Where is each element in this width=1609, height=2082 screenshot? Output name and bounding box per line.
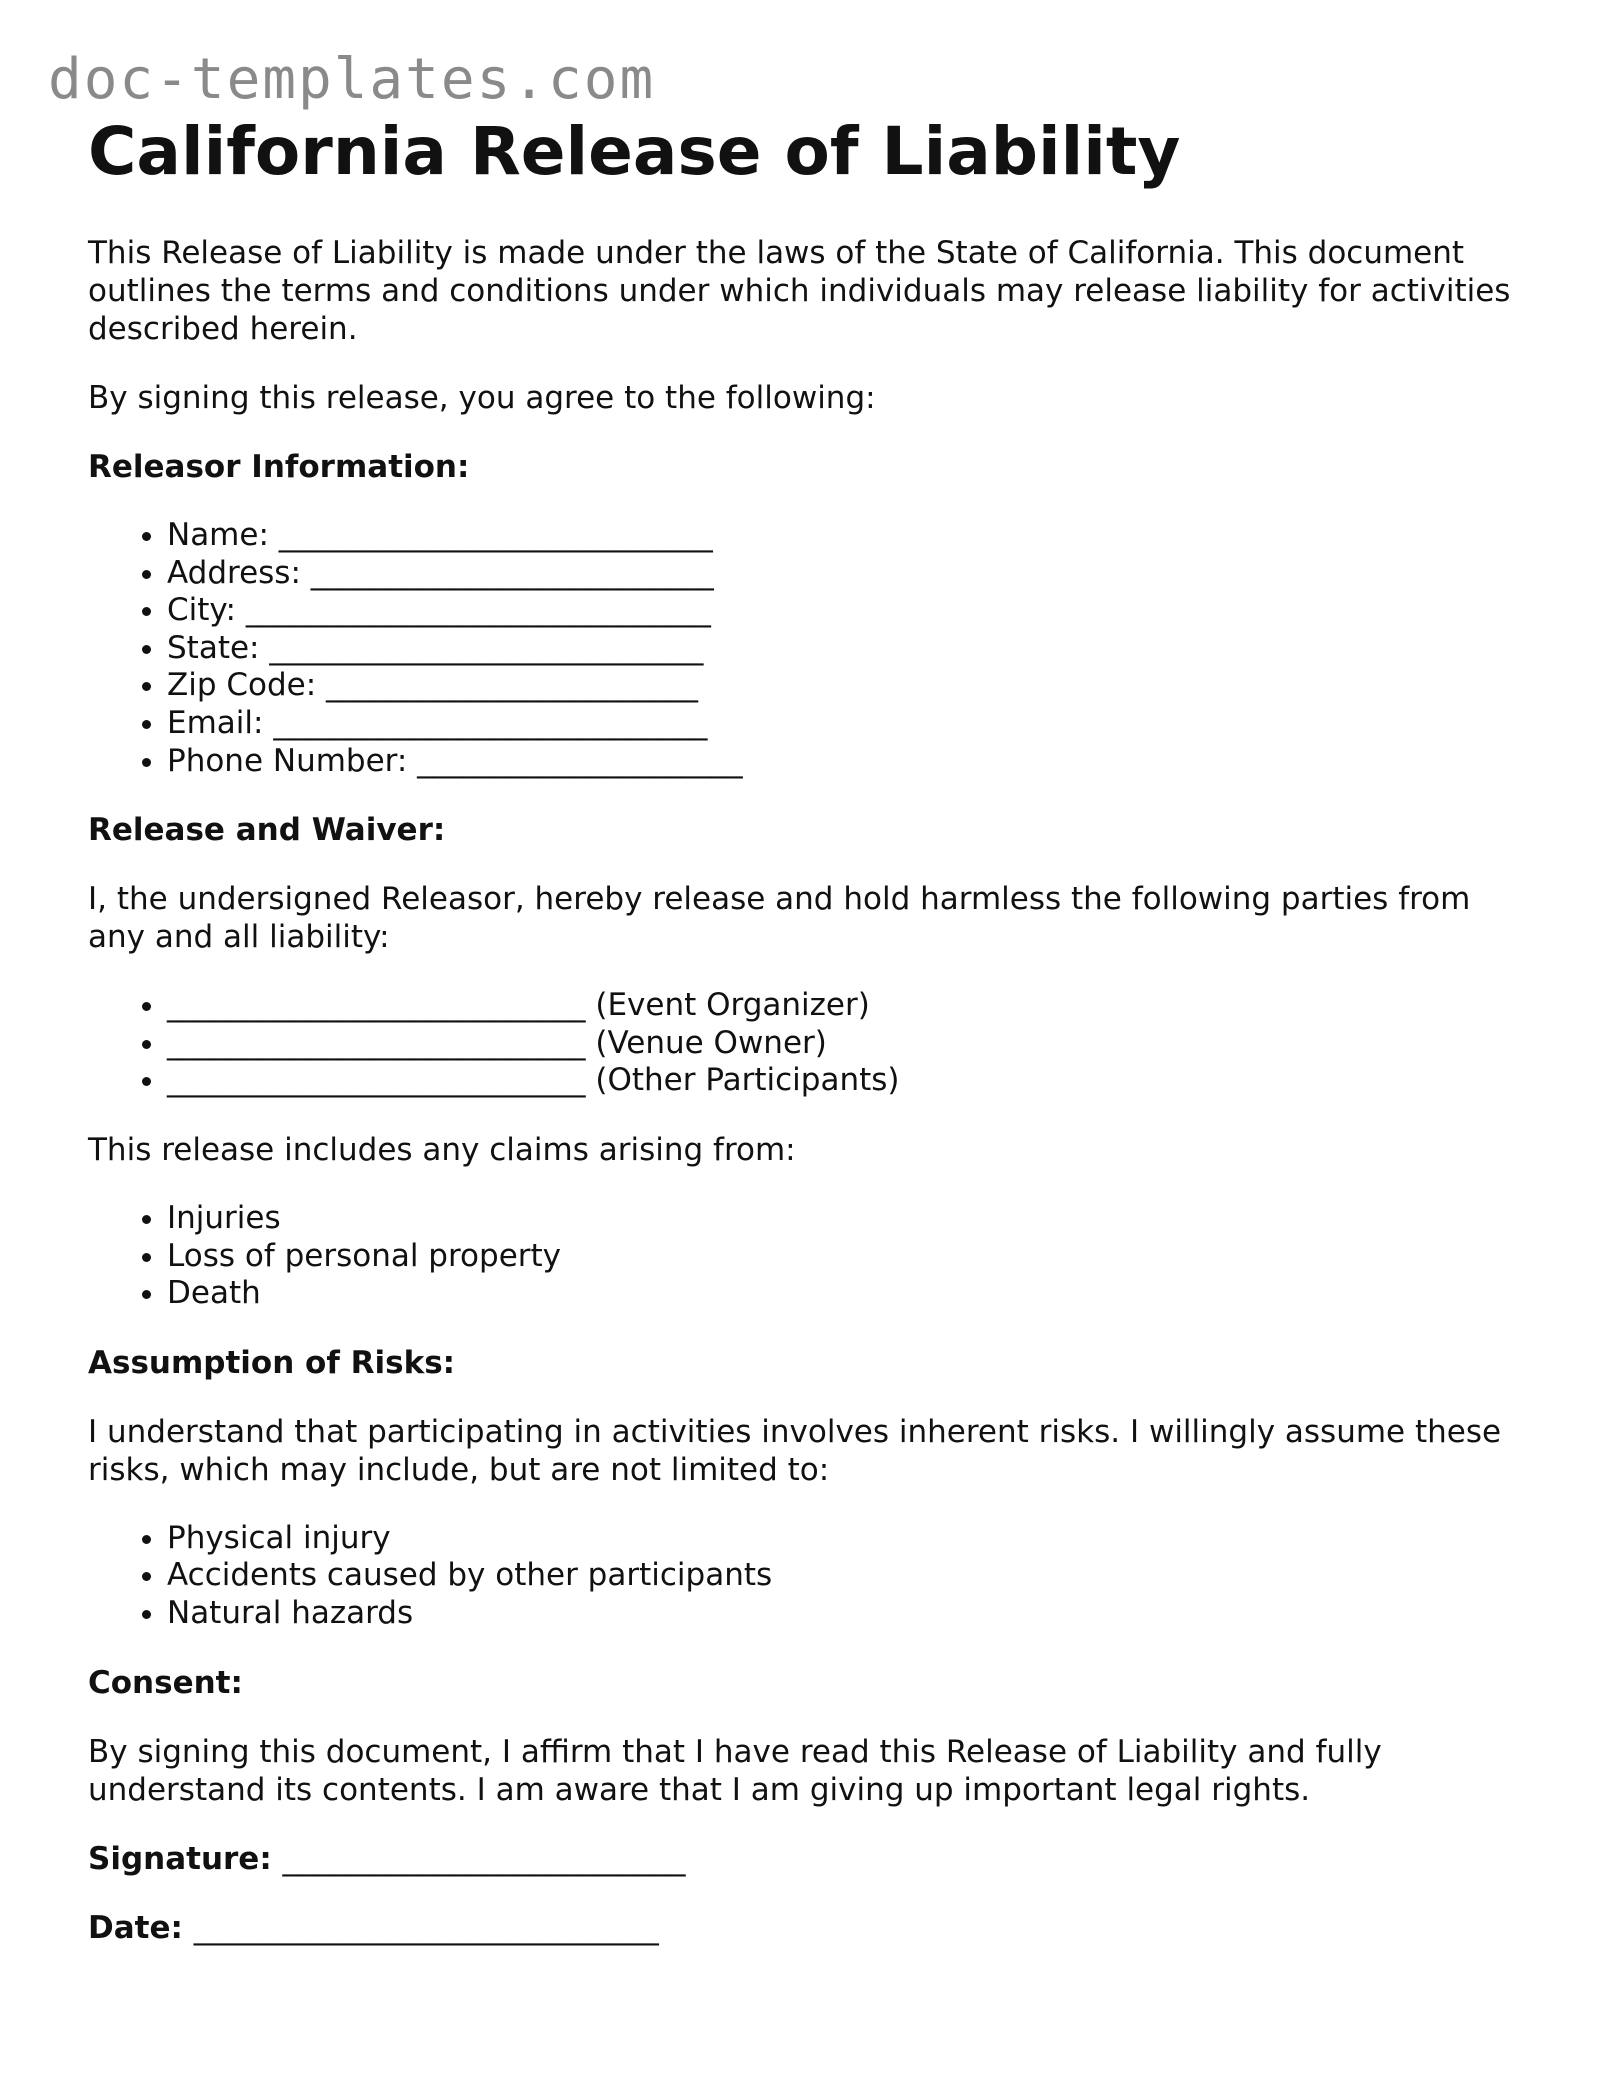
field-label: Zip Code: [167, 667, 317, 704]
party-role: (Other Participants) [595, 1062, 900, 1099]
date-label: Date: [88, 1909, 183, 1946]
date-blank[interactable]: ______________________________ [193, 1909, 659, 1946]
venue-owner-blank[interactable]: ___________________________ [167, 1024, 586, 1061]
list-item-other-participants [167, 1062, 1528, 1100]
address-blank[interactable]: __________________________ [310, 554, 714, 591]
field-label: Address: [167, 554, 301, 591]
event-organizer-blank[interactable]: ___________________________ [167, 987, 586, 1024]
risks-list [88, 1520, 1528, 1633]
parties-list [88, 987, 1528, 1100]
claims-list [88, 1200, 1528, 1313]
signature-line [88, 1840, 1528, 1878]
list-item-event-organizer [167, 987, 1528, 1025]
phone-blank[interactable]: _____________________ [417, 742, 743, 779]
list-item-phone [167, 743, 1528, 781]
agree-paragraph: By signing this release, you agree to the following: [88, 380, 876, 416]
claims-intro: This release includes any claims arising from: [88, 1131, 796, 1168]
name-blank[interactable]: ____________________________ [278, 517, 713, 553]
list-item-email [167, 705, 1528, 743]
signature-label: Signature: [88, 1840, 272, 1877]
list-item: • Death [167, 1275, 1528, 1313]
watermark: doc-templates.com [48, 47, 656, 112]
list-item: • Physical injury [167, 1520, 1528, 1558]
list-item-venue-owner [167, 1025, 1528, 1063]
field-label: Name: [167, 517, 269, 553]
field-label: City: [167, 592, 236, 629]
release-paragraph: I, the undersigned Releasor, hereby release and hold harmless the following parties from any and all liability: [88, 881, 1471, 956]
risks-heading: Assumption of Risks: [88, 1344, 456, 1381]
party-role: (Venue Owner) [595, 1024, 827, 1061]
state-blank[interactable]: ____________________________ [269, 629, 704, 666]
email-blank[interactable]: ____________________________ [273, 704, 708, 741]
risks-paragraph: I understand that participating in activities involves inherent risks. I willingly assume these risks, which may include, but are not limited to: [88, 1413, 1502, 1488]
date-line [88, 1909, 1528, 1947]
list-item: • Natural hazards [167, 1595, 1528, 1633]
party-role: (Event Organizer) [595, 987, 870, 1024]
intro-paragraph: This Release of Liability is made under the laws of the State of California. This document outlines the terms and conditions under which individuals may release liability for activities described herein. [88, 235, 1511, 347]
releasor-fields-list [88, 517, 1528, 780]
list-item-address [167, 555, 1528, 593]
list-item: • Injuries [167, 1200, 1528, 1238]
field-label: Phone Number: [167, 742, 408, 779]
list-item-zip [167, 667, 1528, 705]
list-item-state [167, 630, 1528, 668]
field-label: State: [167, 629, 260, 666]
consent-heading: Consent: [88, 1664, 243, 1701]
other-participants-blank[interactable]: ___________________________ [167, 1062, 586, 1099]
city-blank[interactable]: ______________________________ [245, 592, 711, 629]
release-heading: Release and Waiver: [88, 812, 446, 849]
document [88, 112, 1528, 1978]
zip-blank[interactable]: ________________________ [326, 667, 699, 704]
consent-paragraph: By signing this document, I affirm that I have read this Release of Liability and fully understand its contents. I am aware that I am giving up important legal rights. [88, 1733, 1382, 1808]
field-label: Email: [167, 704, 264, 741]
document-title: California Release of Liability [88, 113, 1181, 190]
list-item: • Loss of personal property [167, 1238, 1528, 1276]
list-item-name [167, 517, 1528, 555]
signature-blank[interactable]: __________________________ [282, 1840, 686, 1877]
list-item-city [167, 592, 1528, 630]
list-item: • Accidents caused by other participants [167, 1557, 1528, 1595]
releasor-heading: Releasor Information: [88, 449, 470, 485]
